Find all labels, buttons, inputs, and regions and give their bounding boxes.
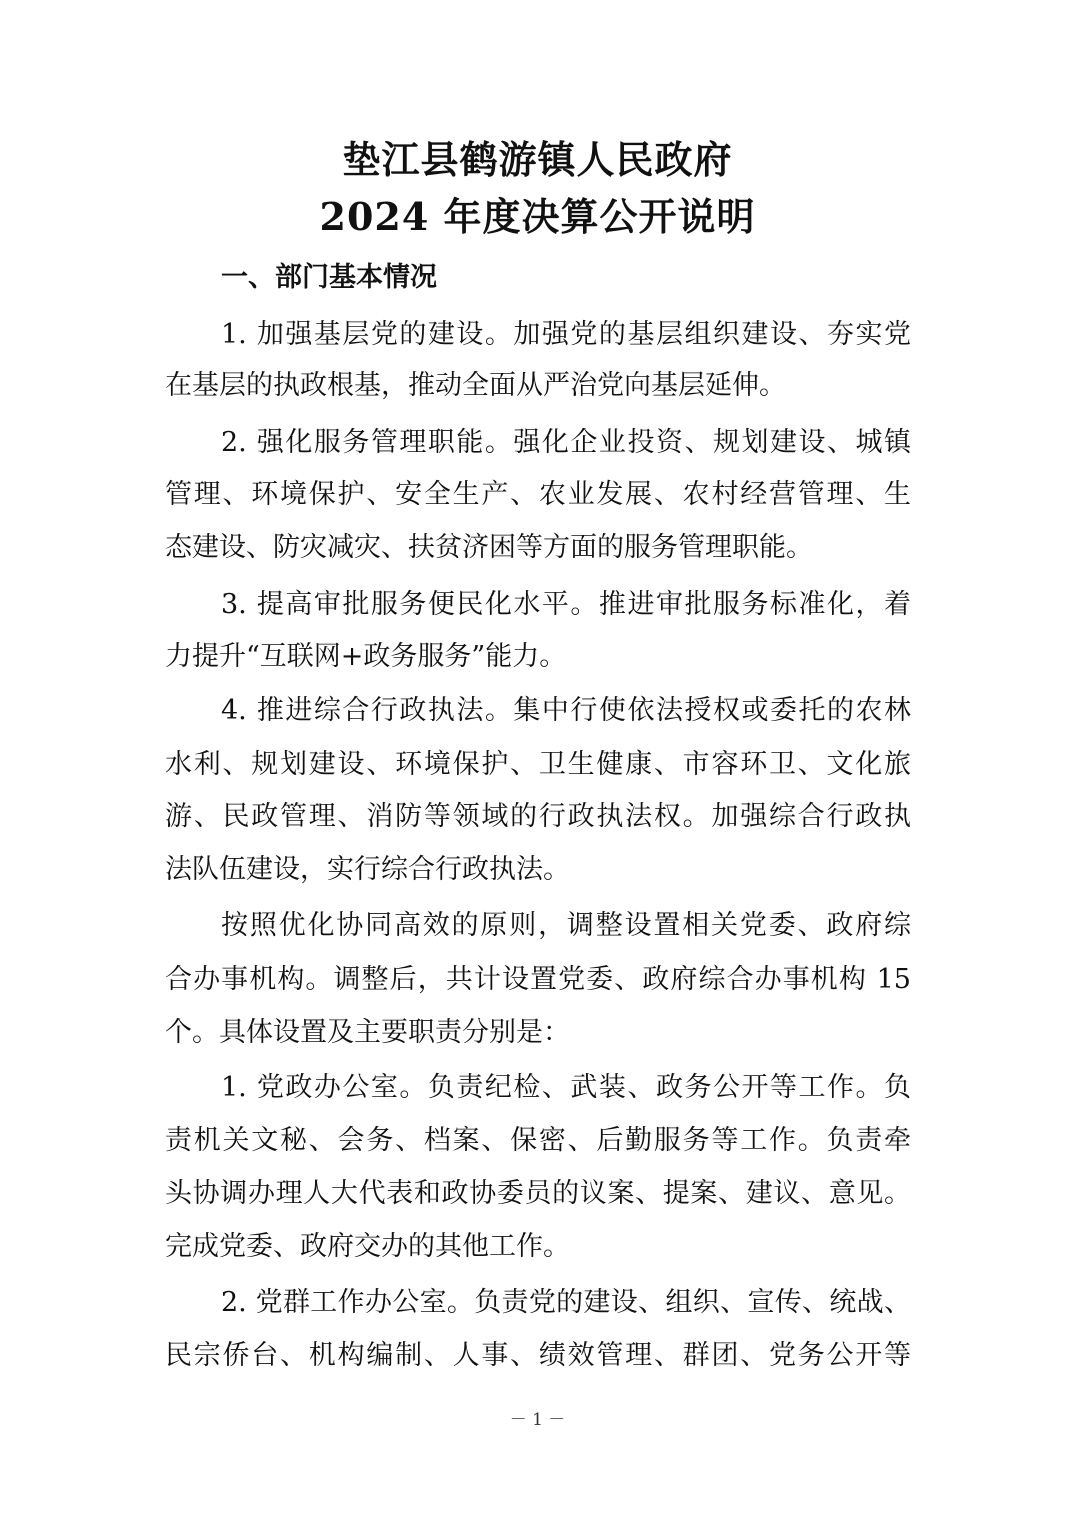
paragraph-line: 2. 党群工作办公室。负责党的建设、组织、宣传、统战、 (221, 1287, 911, 1318)
document-title-line-2: 2024 年度决算公开说明 (319, 194, 756, 239)
paragraph-line: 1. 加强基层党的建设。加强党的基层组织建设、夯实党 (221, 319, 911, 350)
paragraph-line: 4. 推进综合行政执法。集中行使依法授权或委托的农林 (221, 695, 911, 726)
paragraph-line: 完成党委、政府交办的其他工作。 (165, 1231, 570, 1262)
paragraph-line: 合办事机构。调整后，共计设置党委、政府综合办事机构 15 (165, 964, 911, 995)
paragraph-line: 个。具体设置及主要职责分别是： (165, 1017, 570, 1048)
page-number: － 1 － (509, 1410, 566, 1430)
paragraph-line: 力提升“互联网+政务服务”能力。 (165, 641, 567, 672)
paragraph-line: 3. 提高审批服务便民化水平。推进审批服务标准化，着 (221, 589, 911, 620)
paragraph-line: 游、民政管理、消防等领域的行政执法权。加强综合行政执 (165, 801, 911, 832)
paragraph-line: 民宗侨台、机构编制、人事、绩效管理、群团、党务公开等 (165, 1340, 911, 1371)
paragraph-line: 态建设、防灾减灾、扶贫济困等方面的服务管理职能。 (165, 532, 813, 563)
paragraph-line: 水利、规划建设、环境保护、卫生健康、市容环卫、文化旅 (165, 749, 911, 780)
paragraph-line: 头协调办理人大代表和政协委员的议案、提案、建议、意见。 (165, 1178, 911, 1209)
paragraph-line: 管理、环境保护、安全生产、农业发展、农村经营管理、生 (165, 479, 911, 510)
paragraph-line: 1. 党政办公室。负责纪检、武装、政务公开等工作。负 (221, 1072, 911, 1103)
paragraph-line: 按照优化协同高效的原则，调整设置相关党委、政府综 (221, 910, 911, 941)
paragraph-line: 在基层的执政根基，推动全面从严治党向基层延伸。 (165, 370, 786, 401)
section-heading: 一、部门基本情况 (221, 262, 437, 293)
paragraph-line: 法队伍建设，实行综合行政执法。 (165, 854, 570, 885)
document-title-line-1: 垫江县鹤游镇人民政府 (342, 137, 733, 182)
paragraph-line: 2. 强化服务管理职能。强化企业投资、规划建设、城镇 (221, 427, 911, 458)
paragraph-line: 责机关文秘、会务、档案、保密、后勤服务等工作。负责牵 (165, 1125, 911, 1156)
